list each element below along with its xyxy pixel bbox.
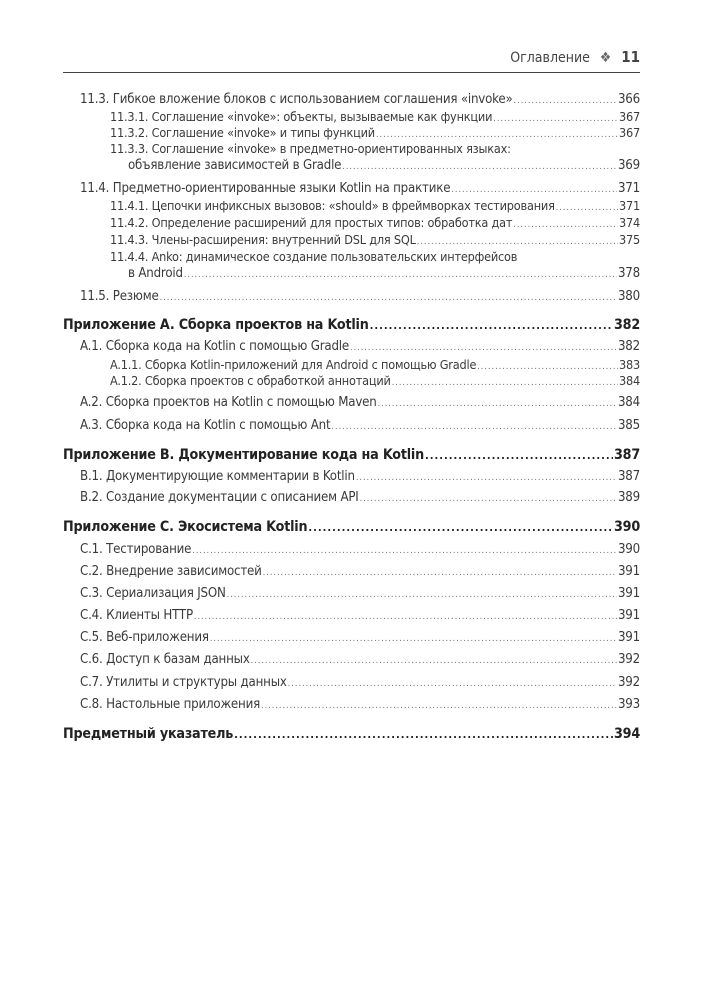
toc-entry-title: 11.4.3. Члены-расширения: внутренний DSL для SQL xyxy=(110,232,416,247)
toc-page-number: 390 xyxy=(617,542,640,557)
toc-appendix-entry[interactable] xyxy=(63,519,640,536)
toc-page-number: 383 xyxy=(618,357,640,372)
toc-page-number: 391 xyxy=(617,586,640,601)
toc-page-number: 392 xyxy=(617,675,640,690)
page-number: 11 xyxy=(621,48,640,66)
toc-entry-title: 11.3. Гибкое вложение блоков с использованием соглашения «invoke» xyxy=(80,92,513,107)
toc-entry-title: A.1.2. Сборка проектов с обработкой аннотаций xyxy=(110,373,391,388)
toc-page-number: 394 xyxy=(613,726,640,742)
toc-entry-title: B.1. Документирующие комментарии в Kotlin xyxy=(80,469,355,484)
toc-page-number: 391 xyxy=(617,608,640,623)
dot-leader xyxy=(331,419,617,435)
dot-leader xyxy=(378,396,617,412)
dot-leader xyxy=(451,182,617,198)
toc-entry-title: 11.4. Предметно-ориентированные языки Kotlin на практике xyxy=(80,181,451,196)
toc-page-number: 382 xyxy=(617,339,640,354)
toc-entry[interactable] xyxy=(110,198,640,216)
toc-entry-title: объявление зависимостей в Gradle xyxy=(128,158,342,173)
toc-entry[interactable] xyxy=(80,675,640,692)
toc-page-number: 367 xyxy=(618,125,640,140)
toc-page-number: 367 xyxy=(618,109,640,124)
dot-leader xyxy=(288,676,617,692)
dot-leader xyxy=(392,375,618,391)
toc-entry[interactable] xyxy=(80,542,640,559)
toc-entry-title: C.7. Утилиты и структуры данных xyxy=(80,675,287,690)
toc-page-number: 392 xyxy=(617,652,640,667)
toc-entry-title: A.2. Сборка проектов на Kotlin с помощью Maven xyxy=(80,395,377,410)
toc-entry[interactable] xyxy=(80,289,640,306)
dot-leader xyxy=(308,520,613,536)
toc-page-number: 366 xyxy=(617,92,640,107)
toc-entry[interactable] xyxy=(128,158,640,175)
toc-entry-title: C.5. Веб-приложения xyxy=(80,630,209,645)
dot-leader xyxy=(350,340,617,356)
toc-entry-title: C.6. Доступ к базам данных xyxy=(80,652,250,667)
header-rule xyxy=(63,72,640,73)
toc-entry[interactable] xyxy=(80,469,640,486)
toc-entry-title: 11.4.2. Определение расширений для простых типов: обработка дат xyxy=(110,215,513,230)
dot-leader xyxy=(160,290,617,306)
toc-entry-title: 11.5. Резюме xyxy=(80,289,159,304)
toc-entry-title: A.3. Сборка кода на Kotlin с помощью Ant xyxy=(80,418,331,433)
toc-entry[interactable] xyxy=(128,266,640,283)
toc-entry[interactable] xyxy=(110,373,640,391)
toc-entry[interactable] xyxy=(110,215,640,233)
ornament-icon: ❖ xyxy=(599,50,612,66)
toc-appendix-entry[interactable] xyxy=(63,726,640,743)
toc-entry[interactable] xyxy=(80,652,640,669)
toc-page-number: 389 xyxy=(617,490,640,505)
toc-page-number: 378 xyxy=(617,266,640,281)
toc-page-number: 393 xyxy=(617,697,640,712)
toc-entry[interactable] xyxy=(80,181,640,198)
toc-entry-title: Приложение B. Документирование кода на Kotlin xyxy=(63,447,424,463)
dot-leader xyxy=(360,491,617,507)
toc-entry-title: C.4. Клиенты HTTP xyxy=(80,608,193,623)
header-title: Оглавление xyxy=(510,50,590,66)
toc-entry[interactable] xyxy=(110,232,640,250)
toc-entry[interactable] xyxy=(80,418,640,435)
dot-leader xyxy=(261,698,617,714)
toc-entry[interactable] xyxy=(80,564,640,581)
toc-page-number: 390 xyxy=(613,519,640,535)
toc-entry-title: в Android xyxy=(128,266,183,281)
toc-entry[interactable] xyxy=(80,697,640,714)
toc-entry-title: B.2. Создание документации с описанием API xyxy=(80,490,359,505)
dot-leader xyxy=(227,587,617,603)
toc-page-number: 371 xyxy=(617,181,640,196)
toc-page-number: 385 xyxy=(617,418,640,433)
toc-page-number: 387 xyxy=(617,469,640,484)
toc-page-number: 380 xyxy=(617,289,640,304)
dot-leader xyxy=(210,631,617,647)
toc-page-number: 391 xyxy=(617,630,640,645)
toc-page-number: 384 xyxy=(618,373,640,388)
toc-appendix-entry[interactable] xyxy=(63,317,640,334)
toc-entry-title-line1: 11.4.4. Anko: динамическое создание пользовательских интерфейсов xyxy=(110,249,518,264)
dot-leader xyxy=(342,159,617,175)
toc-entry-title: Приложение A. Сборка проектов на Kotlin xyxy=(63,317,369,333)
dot-leader xyxy=(556,200,618,216)
toc-entry-title: C.2. Внедрение зависимостей xyxy=(80,564,262,579)
dot-leader xyxy=(234,727,613,743)
dot-leader xyxy=(263,565,617,581)
dot-leader xyxy=(251,653,617,669)
toc-entry-title: 11.4.1. Цепочки инфиксных вызовов: «should» в фреймворках тестирования xyxy=(110,198,555,213)
toc-entry[interactable] xyxy=(80,630,640,647)
toc-page-number: 375 xyxy=(618,232,640,247)
toc-entry[interactable] xyxy=(80,92,640,109)
toc-entry-title: A.1. Сборка кода на Kotlin с помощью Gradle xyxy=(80,339,350,354)
toc-page-number: 371 xyxy=(618,198,640,213)
toc-entry-title: C.1. Тестирование xyxy=(80,542,192,557)
running-header xyxy=(63,48,640,68)
toc-entry[interactable] xyxy=(80,490,640,507)
toc-entry[interactable] xyxy=(80,339,640,356)
dot-leader xyxy=(417,234,618,250)
toc-entry[interactable] xyxy=(80,395,640,412)
toc-entry-title: 11.3.1. Соглашение «invoke»: объекты, вызываемые как функции xyxy=(110,109,493,124)
dot-leader xyxy=(184,267,617,283)
toc-appendix-entry[interactable] xyxy=(63,447,640,464)
toc-entry-title: C.3. Сериализация JSON xyxy=(80,586,226,601)
toc-entry-title: Предметный указатель xyxy=(63,726,234,742)
dot-leader xyxy=(370,318,613,334)
dot-leader xyxy=(513,217,618,233)
toc-page-number: 374 xyxy=(618,215,640,230)
toc-entry-title-line1: 11.3.3. Соглашение «invoke» в предметно-ориентированных языках: xyxy=(110,141,511,156)
dot-leader xyxy=(514,93,617,109)
dot-leader xyxy=(192,543,617,559)
toc-entry-title: A.1.1. Сборка Kotlin-приложений для Android с помощью Gradle xyxy=(110,357,477,372)
toc-page-number: 369 xyxy=(617,158,640,173)
toc-page-number: 391 xyxy=(617,564,640,579)
toc-page-number: 384 xyxy=(617,395,640,410)
toc-entry-title: Приложение C. Экосистема Kotlin xyxy=(63,519,308,535)
toc-page-number: 387 xyxy=(613,447,640,463)
toc-entry-title: C.8. Настольные приложения xyxy=(80,697,261,712)
toc-entry[interactable] xyxy=(80,586,640,603)
toc-entry[interactable] xyxy=(80,608,640,625)
dot-leader xyxy=(356,470,617,486)
dot-leader xyxy=(425,448,613,464)
dot-leader xyxy=(194,609,617,625)
toc-entry-title: 11.3.2. Соглашение «invoke» и типы функций xyxy=(110,125,375,140)
toc-page-number: 382 xyxy=(613,317,640,333)
